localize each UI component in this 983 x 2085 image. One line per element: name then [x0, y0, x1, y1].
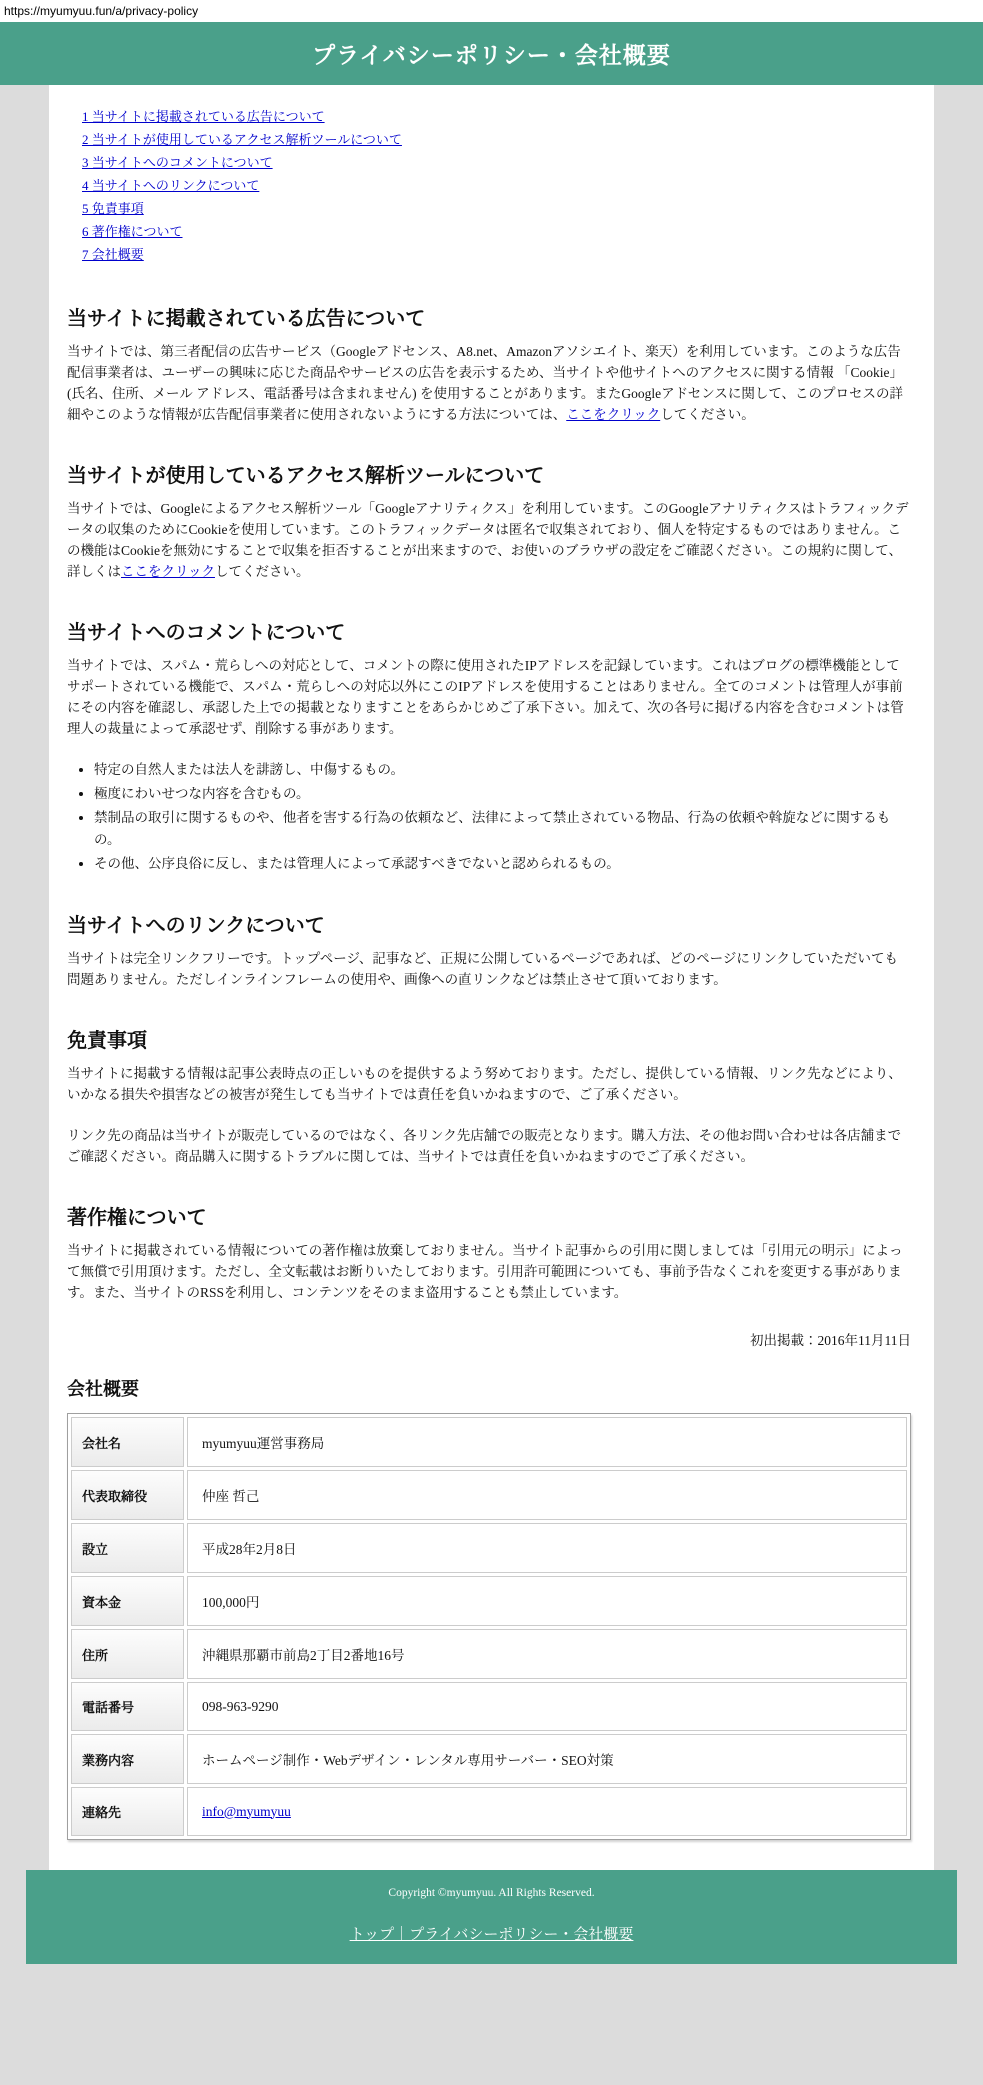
capital-value: 100,000円: [187, 1576, 907, 1626]
site-footer: [26, 1870, 957, 1964]
table-row: [71, 1417, 907, 1467]
company-name-value: myumyuu運営事務局: [187, 1417, 907, 1467]
toc-link-disclaimer[interactable]: 5 免責事項: [82, 201, 144, 216]
list-item: • 特定の自然人または法人を誹謗し、中傷するもの。: [94, 759, 911, 781]
ceo-value: 仲座 哲己: [187, 1470, 907, 1520]
disclaimer-heading: 免責事項: [67, 1030, 147, 1052]
table-of-contents: [82, 105, 911, 266]
toc-link-link-policy[interactable]: 4 当サイトへのリンクについて: [82, 178, 260, 193]
link-policy-heading: 当サイトへのリンクについて: [67, 915, 325, 937]
founded-value: 平成28年2月8日: [187, 1523, 907, 1573]
site-header: [0, 22, 983, 85]
page-url: https://myumyuu.fun/a/privacy-policy: [0, 0, 983, 22]
analytics-paragraph: [67, 498, 911, 582]
business-label: 業務内容: [71, 1734, 184, 1784]
phone-value: 098-963-9290: [187, 1682, 907, 1731]
list-item: • 禁制品の取引に関するものや、他者を害する行為の依頼など、法律によって禁止されている物品、行為の依頼や斡旋などに関するもの。: [94, 807, 911, 851]
table-row: [71, 1523, 907, 1573]
table-row: [71, 1682, 907, 1731]
table-row: [71, 1576, 907, 1626]
company-table: [67, 1413, 911, 1840]
ads-body-text: 当サイトでは、第三者配信の広告サービス（Googleアドセンス、A8.net、Amazonアソシエイト、楽天）を利用しています。このような広告配信事業者は、ユーザーの興味に応じた商品やサービスの広告を表示するため、当サイトや他サイトへのアクセスに関する情報 「Cookie」(氏名、住所、メール アドレス、電話番号は含まれません) を使用することがあります。またGoogleアドセンスに関して、このプロセスの詳細やこのような情報が広告配信事業者に使用されないようにする方法については、: [67, 344, 904, 422]
comments-paragraph: 当サイトでは、スパム・荒らしへの対応として、コメントの際に使用されたIPアドレスを記録しています。これはブログの標準機能としてサポートされている機能で、スパム・荒らしへの対応以外にこのIPアドレスを使用することはありません。全てのコメントは管理人が事前にその内容を確認し、承認した上での掲載となりますことをあらかじめご了承下さい。加えて、次の各号に掲げる内容を含むコメントは管理人の裁量によって承認せず、削除する事があります。: [67, 658, 904, 736]
comments-heading: 当サイトへのコメントについて: [67, 622, 346, 644]
footer-nav: [26, 1923, 957, 1944]
main-content: [49, 85, 934, 1870]
address-label: 住所: [71, 1629, 184, 1679]
section-ads: [67, 302, 911, 425]
business-value: ホームページ制作・Webデザイン・レンタル専用サーバー・SEO対策: [187, 1734, 907, 1784]
toc-link-analytics[interactable]: 2 当サイトが使用しているアクセス解析ツールについて: [82, 132, 402, 147]
disclaimer-paragraph-1: 当サイトに掲載する情報は記事公表時点の正しいものを提供するよう努めております。ただし、提供している情報、リンク先などにより、いかなる損失や損害などの被害が発生しても当サイトでは責任を負いかねますので、ご了承ください。: [67, 1066, 902, 1102]
toc-link-company[interactable]: 7 会社概要: [82, 247, 144, 262]
capital-label: 資本金: [71, 1576, 184, 1626]
phone-label: 電話番号: [71, 1682, 184, 1731]
analytics-body-after: してください。: [214, 564, 310, 579]
company-name-label: 会社名: [71, 1417, 184, 1467]
section-company: [67, 1375, 911, 1840]
address-value: 沖縄県那覇市前島2丁目2番地16号: [187, 1629, 907, 1679]
page-title: プライバシーポリシー・会社概要: [312, 42, 671, 68]
ads-heading: 当サイトに掲載されている広告について: [67, 308, 426, 330]
company-heading: 会社概要: [67, 1379, 139, 1399]
table-row: [71, 1734, 907, 1784]
list-item: • 極度にわいせつな内容を含むもの。: [94, 783, 911, 805]
ads-body-after: してください。: [660, 407, 755, 422]
link-policy-paragraph: 当サイトは完全リンクフリーです。トップページ、記事など、正規に公開しているページであれば、どのページにリンクしていただいても問題ありません。ただしインラインフレームの使用や、画像への直リンクなどは禁止させて頂いております。: [67, 951, 899, 987]
table-row: [71, 1470, 907, 1520]
copyright-heading: 著作権について: [67, 1207, 207, 1229]
ceo-label: 代表取締役: [71, 1470, 184, 1520]
section-comments: [67, 616, 911, 875]
section-disclaimer: [67, 1024, 911, 1167]
ads-click-here-link[interactable]: ここをクリック: [566, 407, 661, 422]
comment-rules-list: [67, 759, 911, 875]
copyright-paragraph: 当サイトに掲載されている情報についての著作権は放棄しておりません。当サイト記事からの引用に関しましては「引用元の明示」によって無償で引用頂けます。ただし、全文転載はお断りいたしております。引用許可範囲についても、事前予告なくこれを変更する事があります。また、当サイトのRSSを利用し、コンテンツをそのまま盗用することも禁止しています。: [67, 1243, 903, 1300]
contact-value-cell: [187, 1787, 907, 1836]
footer-nav-link[interactable]: トップ｜プライバシーポリシー・会社概要: [349, 1927, 634, 1943]
founded-label: 設立: [71, 1523, 184, 1573]
list-item: • その他、公序良俗に反し、または管理人によって承認すべきでないと認められるもの。: [94, 853, 911, 875]
toc-link-copyright[interactable]: 6 著作権について: [82, 224, 183, 239]
analytics-body-text: 当サイトでは、Googleによるアクセス解析ツール「Googleアナリティクス」を利用しています。このGoogleアナリティクスはトラフィックデータの収集のためにCookieを使用しています。このトラフィックデータは匿名で収集されており、個人を特定するものではありません。この機能はCookieを無効にすることで収集を拒否することが出来ますので、お使いのブラウザの設定をご確認ください。この規約に関して、詳しくは: [67, 501, 909, 579]
toc-link-comments[interactable]: 3 当サイトへのコメントについて: [82, 155, 273, 170]
ads-paragraph: [67, 341, 911, 425]
contact-email-link[interactable]: info@myumyuu: [202, 1803, 291, 1819]
contact-label: 連絡先: [71, 1787, 184, 1836]
analytics-heading: 当サイトが使用しているアクセス解析ツールについて: [67, 465, 545, 487]
toc-link-ads[interactable]: 1 当サイトに掲載されている広告について: [82, 109, 325, 124]
footer-copyright: Copyright ©myumyuu. All Rights Reserved.: [388, 1887, 595, 1899]
section-analytics: [67, 459, 911, 582]
disclaimer-paragraph-2: リンク先の商品は当サイトが販売しているのではなく、各リンク先店舗での販売となります。購入方法、その他お問い合わせは各店舗までご確認ください。商品購入に関するトラブルに関しては、当サイトでは責任を負いかねますのでご了承ください。: [67, 1128, 902, 1164]
table-row: [71, 1787, 907, 1836]
section-copyright: [67, 1201, 911, 1349]
table-row: [71, 1629, 907, 1679]
first-published-date: 初出掲載：2016年11月11日: [750, 1333, 911, 1348]
analytics-click-here-link[interactable]: ここをクリック: [121, 564, 215, 579]
section-link-policy: [67, 909, 911, 990]
